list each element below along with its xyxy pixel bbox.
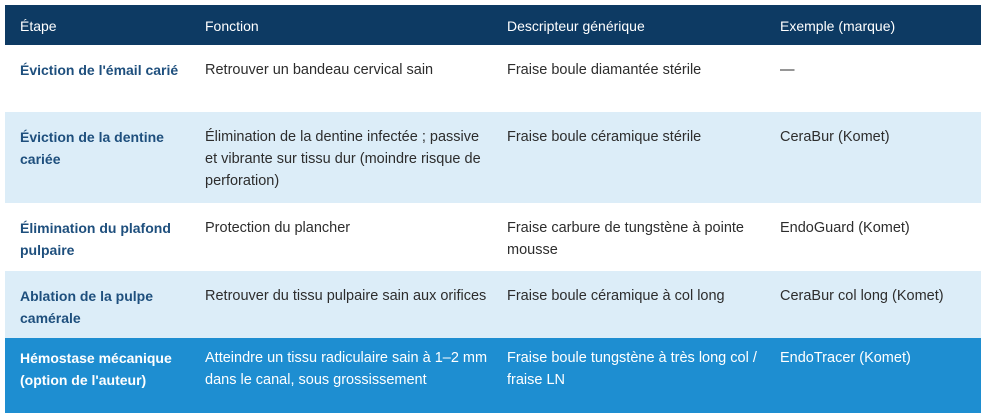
function-cell: Atteindre un tissu radiculaire sain à 1–2 mm dans le canal, sous grossissement — [205, 350, 488, 388]
table-row — [5, 271, 981, 338]
descriptor-cell: Fraise boule tungstène à très long col / fraise LN — [507, 350, 757, 388]
header-exemple: Exemple (marque) — [780, 18, 896, 34]
example-cell: — — [780, 62, 795, 78]
function-cell: Retrouver du tissu pulpaire sain aux orifices — [205, 288, 487, 304]
table-header — [5, 5, 981, 45]
step-cell: Ablation de la pulpe camérale — [20, 288, 154, 326]
table-row — [5, 203, 981, 271]
step-cell: Hémostase mécanique (option de l'auteur) — [20, 350, 172, 388]
header-fonction: Fonction — [205, 18, 259, 34]
example-cell: EndoGuard (Komet) — [780, 220, 910, 236]
descriptor-cell: Fraise boule céramique à col long — [507, 288, 725, 304]
example-cell: EndoTracer (Komet) — [780, 350, 911, 366]
step-cell: Élimination du plafond pulpaire — [20, 220, 171, 258]
example-cell: CeraBur (Komet) — [780, 129, 890, 145]
step-cell: Éviction de l'émail carié — [20, 62, 179, 78]
header-etape: Étape — [20, 18, 57, 34]
descriptor-cell: Fraise carbure de tungstène à pointe mousse — [507, 220, 744, 258]
header-descripteur: Descripteur générique — [507, 18, 645, 34]
descriptor-cell: Fraise boule diamantée stérile — [507, 62, 702, 78]
instrument-table — [5, 5, 981, 413]
descriptor-cell: Fraise boule céramique stérile — [507, 129, 702, 145]
function-cell: Retrouver un bandeau cervical sain — [205, 62, 434, 78]
table-row — [5, 112, 981, 203]
table-row-highlighted — [5, 338, 981, 413]
step-cell: Éviction de la dentine cariée — [20, 129, 164, 167]
table-row — [5, 45, 981, 112]
function-cell: Élimination de la dentine infectée ; passive et vibrante sur tissu dur (moindre risque de perforation) — [205, 129, 481, 189]
function-cell: Protection du plancher — [205, 220, 351, 236]
example-cell: CeraBur col long (Komet) — [780, 288, 944, 304]
